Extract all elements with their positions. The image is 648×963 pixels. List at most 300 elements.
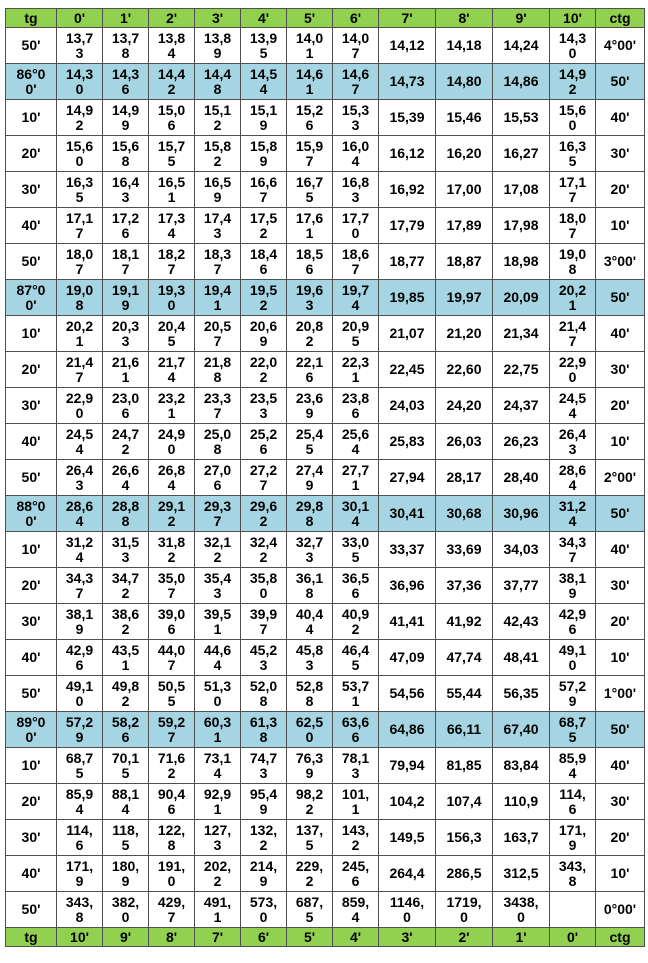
- value-cell: 101,1: [333, 784, 379, 820]
- value-cell: 40,44: [287, 604, 333, 640]
- value-cell: 61,38: [241, 712, 287, 748]
- value-cell: 47,74: [436, 640, 493, 676]
- column-header: 2': [436, 928, 493, 947]
- value-cell: 32,73: [287, 532, 333, 568]
- table-row: [6, 136, 645, 172]
- value-cell: 23,53: [241, 388, 287, 424]
- column-header: 7': [195, 928, 241, 947]
- value-cell: 39,06: [149, 604, 195, 640]
- value-cell: 21,61: [103, 352, 149, 388]
- value-cell: 81,85: [436, 748, 493, 784]
- value-cell: 28,64: [550, 460, 596, 496]
- value-cell: 16,75: [287, 172, 333, 208]
- value-cell: 127,3: [195, 820, 241, 856]
- value-cell: 48,41: [493, 640, 550, 676]
- row-label-tg: 20': [6, 352, 57, 388]
- value-cell: 15,60: [550, 100, 596, 136]
- value-cell: 36,18: [287, 568, 333, 604]
- value-cell: 20,57: [195, 316, 241, 352]
- value-cell: 36,96: [379, 568, 436, 604]
- value-cell: 35,80: [241, 568, 287, 604]
- row-label-ctg: 40': [596, 316, 645, 352]
- column-header: 10': [550, 9, 596, 28]
- value-cell: 34,37: [550, 532, 596, 568]
- value-cell: 24,03: [379, 388, 436, 424]
- value-cell: 17,00: [436, 172, 493, 208]
- value-cell: 20,82: [287, 316, 333, 352]
- value-cell: 17,61: [287, 208, 333, 244]
- value-cell: 19,08: [57, 280, 103, 316]
- row-label-ctg: 2°00': [596, 460, 645, 496]
- value-cell: 83,84: [493, 748, 550, 784]
- value-cell: 18,07: [57, 244, 103, 280]
- table-row: [6, 388, 645, 424]
- value-cell: 54,56: [379, 676, 436, 712]
- value-cell: 38,19: [550, 568, 596, 604]
- table-row: [6, 460, 645, 496]
- value-cell: 29,88: [287, 496, 333, 532]
- row-label-tg: 50': [6, 676, 57, 712]
- value-cell: 20,69: [241, 316, 287, 352]
- value-cell: 24,37: [493, 388, 550, 424]
- tangent-cotangent-table: [5, 8, 645, 947]
- value-cell: 15,06: [149, 100, 195, 136]
- value-cell: 19,30: [149, 280, 195, 316]
- value-cell: 19,41: [195, 280, 241, 316]
- value-cell: 59,27: [149, 712, 195, 748]
- value-cell: 22,16: [287, 352, 333, 388]
- value-cell: 34,03: [493, 532, 550, 568]
- row-label-ctg: 30': [596, 568, 645, 604]
- value-cell: 24,20: [436, 388, 493, 424]
- value-cell: 19,85: [379, 280, 436, 316]
- value-cell: 14,67: [333, 64, 379, 100]
- value-cell: 24,54: [550, 388, 596, 424]
- value-cell: 17,17: [57, 208, 103, 244]
- value-cell: 29,37: [195, 496, 241, 532]
- row-label-tg: 88°00': [6, 496, 57, 532]
- value-cell: 16,35: [550, 136, 596, 172]
- value-cell: 15,39: [379, 100, 436, 136]
- value-cell: 35,07: [149, 568, 195, 604]
- value-cell: 23,21: [149, 388, 195, 424]
- row-label-tg: 10': [6, 748, 57, 784]
- value-cell: 44,07: [149, 640, 195, 676]
- value-cell: 62,50: [287, 712, 333, 748]
- value-cell: 42,96: [550, 604, 596, 640]
- value-cell: 17,79: [379, 208, 436, 244]
- row-label-ctg: 40': [596, 532, 645, 568]
- row-label-ctg: 30': [596, 784, 645, 820]
- value-cell: 30,41: [379, 496, 436, 532]
- value-cell: 21,74: [149, 352, 195, 388]
- value-cell: 26,43: [57, 460, 103, 496]
- value-cell: 14,18: [436, 28, 493, 64]
- row-label-tg: 10': [6, 316, 57, 352]
- value-cell: 15,82: [195, 136, 241, 172]
- value-cell: 264,4: [379, 856, 436, 892]
- value-cell: 21,34: [493, 316, 550, 352]
- value-cell: 343,8: [57, 892, 103, 928]
- table-row: [6, 172, 645, 208]
- value-cell: 23,86: [333, 388, 379, 424]
- value-cell: 85,94: [57, 784, 103, 820]
- value-cell: 286,5: [436, 856, 493, 892]
- value-cell: 20,21: [57, 316, 103, 352]
- value-cell: 24,90: [149, 424, 195, 460]
- row-label-ctg: 10': [596, 640, 645, 676]
- row-label-tg: 10': [6, 100, 57, 136]
- value-cell: 180,9: [103, 856, 149, 892]
- value-cell: 137,5: [287, 820, 333, 856]
- value-cell: 25,64: [333, 424, 379, 460]
- value-cell: 17,34: [149, 208, 195, 244]
- table-row: [6, 820, 645, 856]
- value-cell: 27,49: [287, 460, 333, 496]
- table-row: [6, 316, 645, 352]
- value-cell: 18,27: [149, 244, 195, 280]
- table-row: [6, 208, 645, 244]
- value-cell: 27,94: [379, 460, 436, 496]
- row-label-tg: 30': [6, 820, 57, 856]
- value-cell: 20,33: [103, 316, 149, 352]
- value-cell: 16,83: [333, 172, 379, 208]
- value-cell: 15,89: [241, 136, 287, 172]
- value-cell: 214,9: [241, 856, 287, 892]
- value-cell: 73,14: [195, 748, 241, 784]
- value-cell: 19,19: [103, 280, 149, 316]
- value-cell: 50,55: [149, 676, 195, 712]
- value-cell: 14,12: [379, 28, 436, 64]
- value-cell: 16,20: [436, 136, 493, 172]
- value-cell: 33,05: [333, 532, 379, 568]
- value-cell: 13,84: [149, 28, 195, 64]
- column-header: 6': [241, 928, 287, 947]
- value-cell: 66,11: [436, 712, 493, 748]
- value-cell: 15,33: [333, 100, 379, 136]
- value-cell: 163,7: [493, 820, 550, 856]
- value-cell: 49,10: [550, 640, 596, 676]
- value-cell: 15,53: [493, 100, 550, 136]
- value-cell: 15,97: [287, 136, 333, 172]
- value-cell: 20,45: [149, 316, 195, 352]
- value-cell: 21,88: [195, 352, 241, 388]
- value-cell: 491,1: [195, 892, 241, 928]
- value-cell: 14,86: [493, 64, 550, 100]
- column-header: 4': [333, 928, 379, 947]
- value-cell: 36,56: [333, 568, 379, 604]
- column-header: 6': [333, 9, 379, 28]
- value-cell: 14,48: [195, 64, 241, 100]
- value-cell: 22,02: [241, 352, 287, 388]
- value-cell: 23,37: [195, 388, 241, 424]
- value-cell: 31,24: [550, 496, 596, 532]
- value-cell: 17,17: [550, 172, 596, 208]
- value-cell: 63,66: [333, 712, 379, 748]
- value-cell: 14,99: [103, 100, 149, 136]
- value-cell: 42,43: [493, 604, 550, 640]
- value-cell: 245,6: [333, 856, 379, 892]
- value-cell: 17,70: [333, 208, 379, 244]
- table-row: [6, 496, 645, 532]
- value-cell: 56,35: [493, 676, 550, 712]
- column-header: 3': [195, 9, 241, 28]
- column-header: 4': [241, 9, 287, 28]
- value-cell: 22,45: [379, 352, 436, 388]
- value-cell: 17,43: [195, 208, 241, 244]
- table-row: [6, 28, 645, 64]
- row-label-ctg: 50': [596, 496, 645, 532]
- value-cell: 132,2: [241, 820, 287, 856]
- value-cell: 15,26: [287, 100, 333, 136]
- value-cell: 343,8: [550, 856, 596, 892]
- table-row: [6, 892, 645, 928]
- value-cell: 30,96: [493, 496, 550, 532]
- table-row: [6, 676, 645, 712]
- value-cell: 21,47: [57, 352, 103, 388]
- value-cell: 14,80: [436, 64, 493, 100]
- header-row-top: [6, 9, 645, 28]
- value-cell: 20,09: [493, 280, 550, 316]
- value-cell: 43,51: [103, 640, 149, 676]
- value-cell: 38,19: [57, 604, 103, 640]
- table-row: [6, 712, 645, 748]
- row-label-ctg: 20': [596, 172, 645, 208]
- value-cell: 16,35: [57, 172, 103, 208]
- value-cell: 21,47: [550, 316, 596, 352]
- value-cell: 14,30: [57, 64, 103, 100]
- column-header: 0': [550, 928, 596, 947]
- value-cell: 52,08: [241, 676, 287, 712]
- value-cell: 14,73: [379, 64, 436, 100]
- value-cell: 22,90: [57, 388, 103, 424]
- value-cell: 32,12: [195, 532, 241, 568]
- table-row: [6, 604, 645, 640]
- value-cell: 42,96: [57, 640, 103, 676]
- value-cell: 49,82: [103, 676, 149, 712]
- column-header: 5': [287, 928, 333, 947]
- value-cell: 18,77: [379, 244, 436, 280]
- value-cell: 37,36: [436, 568, 493, 604]
- value-cell: 49,10: [57, 676, 103, 712]
- row-label-ctg: 50': [596, 712, 645, 748]
- value-cell: 17,52: [241, 208, 287, 244]
- row-label-tg: 40': [6, 856, 57, 892]
- row-label-ctg: 20': [596, 820, 645, 856]
- value-cell: 3438,0: [493, 892, 550, 928]
- column-header: 2': [149, 9, 195, 28]
- table-row: [6, 532, 645, 568]
- table-row: [6, 64, 645, 100]
- value-cell: 41,41: [379, 604, 436, 640]
- value-cell: 18,37: [195, 244, 241, 280]
- value-cell: 15,46: [436, 100, 493, 136]
- row-label-ctg: 10': [596, 856, 645, 892]
- value-cell: 71,62: [149, 748, 195, 784]
- value-cell: 30,14: [333, 496, 379, 532]
- column-header: tg: [6, 928, 57, 947]
- value-cell: 39,97: [241, 604, 287, 640]
- value-cell: 27,27: [241, 460, 287, 496]
- value-cell: 27,71: [333, 460, 379, 496]
- value-cell: 16,51: [149, 172, 195, 208]
- value-cell: 18,46: [241, 244, 287, 280]
- value-cell: 312,5: [493, 856, 550, 892]
- value-cell: 85,94: [550, 748, 596, 784]
- value-cell: 31,82: [149, 532, 195, 568]
- value-cell: 23,69: [287, 388, 333, 424]
- value-cell: 17,26: [103, 208, 149, 244]
- value-cell: 34,37: [57, 568, 103, 604]
- row-label-ctg: 20': [596, 604, 645, 640]
- value-cell: 53,71: [333, 676, 379, 712]
- value-cell: 60,31: [195, 712, 241, 748]
- value-cell: 114,6: [57, 820, 103, 856]
- value-cell: 38,62: [103, 604, 149, 640]
- value-cell: 28,88: [103, 496, 149, 532]
- value-cell: 687,5: [287, 892, 333, 928]
- column-header: 7': [379, 9, 436, 28]
- row-label-tg: 86°00': [6, 64, 57, 100]
- value-cell: 16,27: [493, 136, 550, 172]
- row-label-ctg: 50': [596, 64, 645, 100]
- value-cell: 70,15: [103, 748, 149, 784]
- value-cell: 27,06: [195, 460, 241, 496]
- column-header: 9': [493, 9, 550, 28]
- value-cell: 28,40: [493, 460, 550, 496]
- value-cell: 18,87: [436, 244, 493, 280]
- value-cell: 92,91: [195, 784, 241, 820]
- value-cell: 859,4: [333, 892, 379, 928]
- value-cell: 16,59: [195, 172, 241, 208]
- value-cell: 171,9: [550, 820, 596, 856]
- value-cell: 16,43: [103, 172, 149, 208]
- value-cell: 88,14: [103, 784, 149, 820]
- value-cell: 18,56: [287, 244, 333, 280]
- value-cell: 202,2: [195, 856, 241, 892]
- value-cell: 33,37: [379, 532, 436, 568]
- table-row: [6, 748, 645, 784]
- row-label-tg: 89°00': [6, 712, 57, 748]
- table-row: [6, 640, 645, 676]
- value-cell: 33,69: [436, 532, 493, 568]
- value-cell: 25,26: [241, 424, 287, 460]
- value-cell: 14,24: [493, 28, 550, 64]
- value-cell: 31,53: [103, 532, 149, 568]
- row-label-tg: 30': [6, 172, 57, 208]
- value-cell: 41,92: [436, 604, 493, 640]
- value-cell: 1146,0: [379, 892, 436, 928]
- table-header-top: [6, 9, 645, 28]
- row-label-tg: 87°00': [6, 280, 57, 316]
- value-cell: 22,31: [333, 352, 379, 388]
- value-cell: 57,29: [550, 676, 596, 712]
- row-label-ctg: 0°00': [596, 892, 645, 928]
- value-cell: 35,43: [195, 568, 241, 604]
- column-header: ctg: [596, 928, 645, 947]
- row-label-tg: 10': [6, 532, 57, 568]
- row-label-tg: 20': [6, 784, 57, 820]
- value-cell: 26,64: [103, 460, 149, 496]
- value-cell: 45,23: [241, 640, 287, 676]
- table-row: [6, 100, 645, 136]
- row-label-ctg: 3°00': [596, 244, 645, 280]
- value-cell: 19,52: [241, 280, 287, 316]
- value-cell: 14,54: [241, 64, 287, 100]
- column-header: 5': [287, 9, 333, 28]
- value-cell: 24,72: [103, 424, 149, 460]
- value-cell: 26,43: [550, 424, 596, 460]
- table-row: [6, 280, 645, 316]
- row-label-ctg: 4°00': [596, 28, 645, 64]
- value-cell: 16,67: [241, 172, 287, 208]
- column-header: 3': [379, 928, 436, 947]
- column-header: 1': [493, 928, 550, 947]
- value-cell: 21,07: [379, 316, 436, 352]
- value-cell: 37,77: [493, 568, 550, 604]
- value-cell: 79,94: [379, 748, 436, 784]
- value-cell: 19,74: [333, 280, 379, 316]
- row-label-tg: 40': [6, 424, 57, 460]
- value-cell: 58,26: [103, 712, 149, 748]
- row-label-tg: 40': [6, 208, 57, 244]
- value-cell: 14,92: [550, 64, 596, 100]
- value-cell: 19,63: [287, 280, 333, 316]
- value-cell: 14,01: [287, 28, 333, 64]
- column-header: 1': [103, 9, 149, 28]
- value-cell: 22,90: [550, 352, 596, 388]
- table-row: [6, 856, 645, 892]
- table-row: [6, 352, 645, 388]
- value-cell: 34,72: [103, 568, 149, 604]
- row-label-tg: 20': [6, 568, 57, 604]
- row-label-ctg: 50': [596, 280, 645, 316]
- row-label-ctg: 40': [596, 100, 645, 136]
- value-cell: 382,0: [103, 892, 149, 928]
- value-cell: 25,45: [287, 424, 333, 460]
- value-cell: 32,42: [241, 532, 287, 568]
- value-cell: 13,78: [103, 28, 149, 64]
- value-cell: 29,62: [241, 496, 287, 532]
- value-cell: 20,21: [550, 280, 596, 316]
- value-cell: 15,12: [195, 100, 241, 136]
- row-label-ctg: 20': [596, 388, 645, 424]
- row-label-tg: 50': [6, 244, 57, 280]
- value-cell: 1719,0: [436, 892, 493, 928]
- row-label-tg: 50': [6, 892, 57, 928]
- value-cell: 25,83: [379, 424, 436, 460]
- value-cell: 14,30: [550, 28, 596, 64]
- row-label-tg: 20': [6, 136, 57, 172]
- value-cell: 67,40: [493, 712, 550, 748]
- value-cell: 114,6: [550, 784, 596, 820]
- value-cell: 14,07: [333, 28, 379, 64]
- table-header-bottom: [6, 928, 645, 947]
- value-cell: 15,19: [241, 100, 287, 136]
- value-cell: 19,08: [550, 244, 596, 280]
- table-row: [6, 784, 645, 820]
- value-cell: 18,07: [550, 208, 596, 244]
- value-cell: 45,83: [287, 640, 333, 676]
- value-cell: 47,09: [379, 640, 436, 676]
- value-cell: 122,8: [149, 820, 195, 856]
- value-cell: 46,45: [333, 640, 379, 676]
- value-cell: [550, 892, 596, 928]
- value-cell: 52,88: [287, 676, 333, 712]
- value-cell: 20,95: [333, 316, 379, 352]
- value-cell: 95,49: [241, 784, 287, 820]
- value-cell: 57,29: [57, 712, 103, 748]
